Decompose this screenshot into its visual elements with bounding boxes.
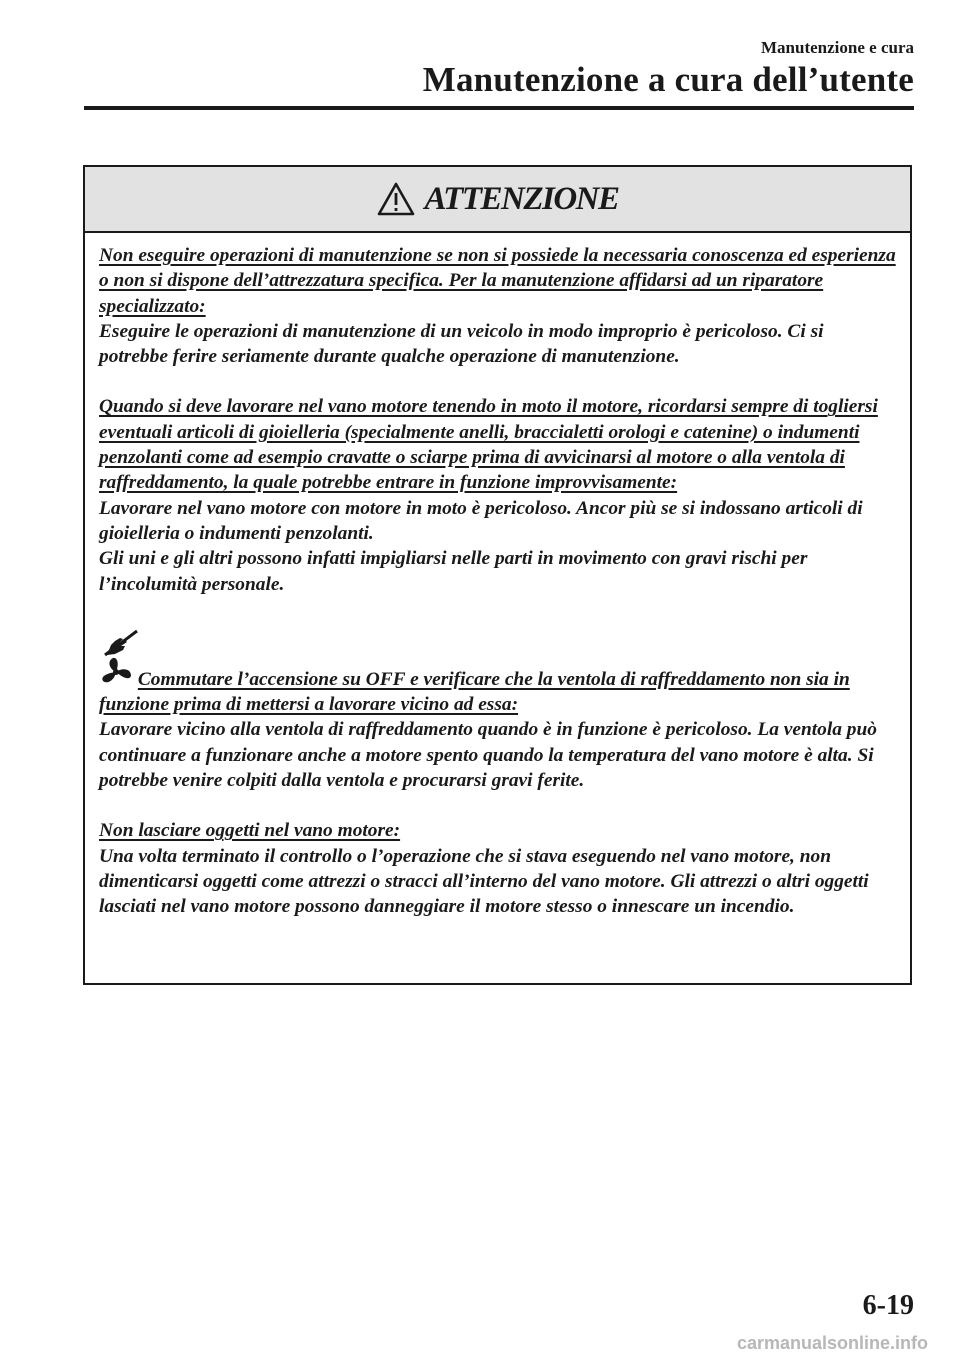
no-hand-fan-icon bbox=[101, 629, 145, 657]
warning-condition-2: Quando si deve lavorare nel vano motore tenendo in moto il motore, ricordarsi sempre di togliersi eventuali articoli di gioielleria (specialmente anelli, braccialetti orologi e catenine) o indumenti penzolanti come ad esempio cravatte o sciarpe prima di avvicinarsi al motore o alla ventola di raffreddamento, la quale potrebbe entrare in funzione improvvisamente: bbox=[99, 396, 878, 494]
warning-paragraph-4 bbox=[99, 818, 896, 919]
warning-paragraph-2 bbox=[99, 394, 896, 596]
warning-condition-3: Commutare l’accensione su OFF e verificare che la ventola di raffreddamento non sia in funzione prima di mettersi a lavorare vicino ad essa: bbox=[99, 668, 850, 716]
page-title: Manutenzione a cura dell’utente bbox=[422, 60, 914, 99]
warning-explanation-3: Lavorare vicino alla ventola di raffreddamento quando è in funzione è pericoloso. La ventola può continuare a funzionare anche a motore spento quando la temperatura del vano motore è alta. Si potrebbe venire colpiti dalla ventola e procurarsi gravi ferite. bbox=[99, 719, 877, 792]
warning-body bbox=[85, 233, 910, 920]
warning-header bbox=[85, 167, 910, 233]
warning-triangle-icon bbox=[376, 181, 416, 217]
warning-explanation-4: Una volta terminato il controllo o l’operazione che si stava eseguendo nel vano motore, non dimenticarsi oggetti come attrezzi o stracci all’interno del vano motore. Gli attrezzi o altri oggetti lasciati nel vano motore possono danneggiare il motore stesso o innescare un incendio. bbox=[99, 845, 869, 918]
warning-condition-1: Non eseguire operazioni di manutenzione se non si possiede la necessaria conoscenza ed esperienza o non si dispone dell’attrezzatura specifica. Per la manutenzione affidarsi ad un riparatore specializzato: bbox=[99, 245, 896, 317]
watermark: carmanualsonline.info bbox=[736, 1333, 928, 1353]
warning-condition-4: Non lasciare oggetti nel vano motore: bbox=[99, 820, 401, 842]
warning-explanation-2: Lavorare nel vano motore con motore in moto è pericoloso. Ancor più se si indossano articoli di gioielleria o indumenti penzolanti. Gli uni e gli altri possono infatti impigliarsi nelle parti in movimento con gravi rischi per l’incolumità personale. bbox=[99, 497, 863, 595]
header-rule bbox=[84, 106, 914, 110]
warning-box bbox=[83, 165, 912, 985]
warning-explanation-1: Eseguire le operazioni di manutenzione di un veicolo in modo improprio è pericoloso. Ci si potrebbe ferire seriamente durante qualche operazione di manutenzione. bbox=[99, 320, 824, 368]
warning-title: ATTENZIONE bbox=[424, 180, 619, 217]
section-label: Manutenzione e cura bbox=[761, 38, 914, 57]
page-number: 6-19 bbox=[862, 1290, 914, 1321]
warning-paragraph-1 bbox=[99, 243, 896, 369]
fan-icon bbox=[99, 657, 133, 687]
warning-paragraph-3 bbox=[99, 657, 896, 793]
